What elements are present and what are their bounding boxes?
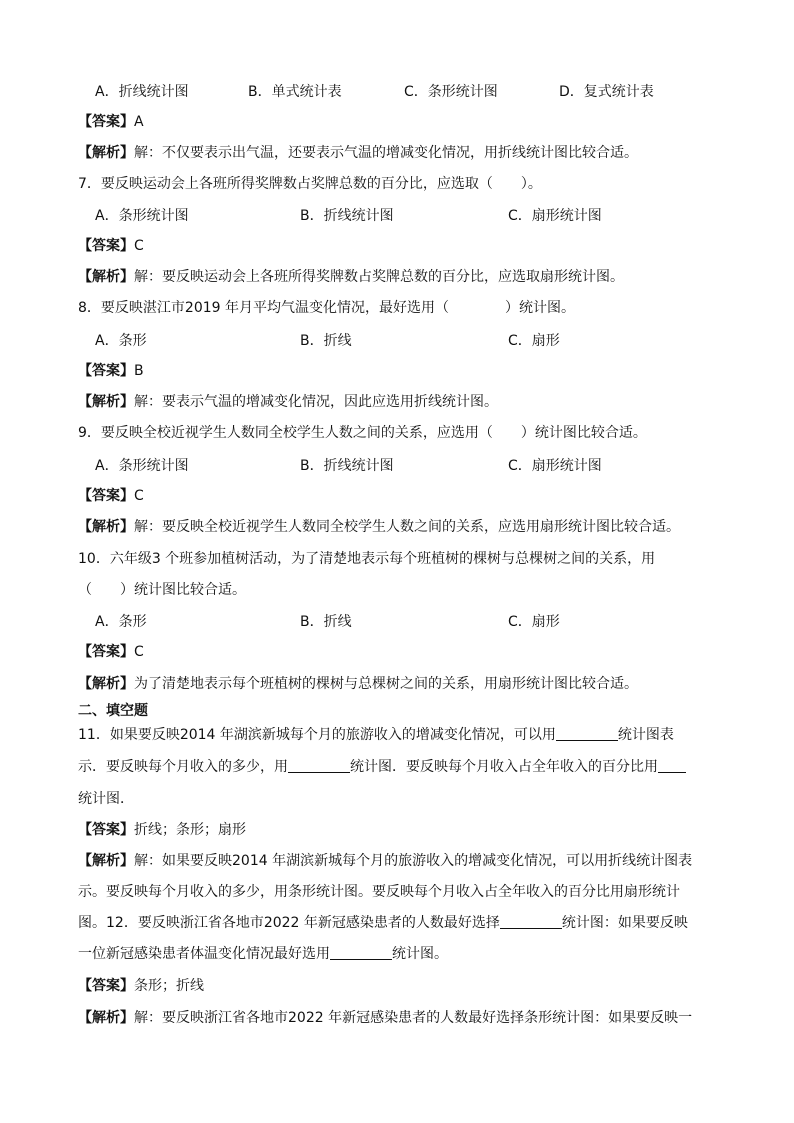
section-heading: 二、填空题 [78, 703, 148, 719]
analysis-tag: 【解析】 [78, 269, 134, 285]
q8-stem: 8．要反映湛江市2019 年月平均气温变化情况，最好选用（ ）统计图。 [78, 300, 575, 316]
q8-analysis [78, 392, 718, 412]
q7-stem: 7．要反映运动会上各班所得奖牌数占奖牌总数的百分比，应选取（ ）。 [78, 176, 542, 192]
answer-tag: 【答案】 [78, 978, 134, 994]
analysis-tag: 【解析】 [78, 145, 134, 161]
answer-tag: 【答案】 [78, 238, 134, 254]
q11-stem-text: 示．要反映每个月收入的多少，用 [78, 759, 288, 775]
q7-answer [78, 236, 718, 256]
q11-stem-text: 11．如果要反映2014 年湖滨新城每个月的旅游收入的增减变化情况，可以用 [78, 727, 556, 743]
analysis-text: 解：如果要反映2014 年湖滨新城每个月的旅游收入的增减变化情况，可以用折线统计图表 [134, 853, 693, 869]
q12-analysis [78, 1008, 718, 1028]
q10-option-b: B．折线 [300, 614, 352, 630]
answer-tag: 【答案】 [78, 363, 134, 379]
analysis-tag: 【解析】 [78, 394, 134, 410]
q7-option-a: A．条形统计图 [95, 208, 189, 224]
analysis-text: 解：要反映运动会上各班所得奖牌数占奖牌总数的百分比，应选取扇形统计图。 [134, 269, 624, 285]
analysis-tag: 【解析】 [78, 853, 134, 869]
answer-text: B [134, 363, 144, 379]
fill-blank [658, 758, 686, 773]
answer-text: C [134, 644, 144, 660]
q10-answer [78, 642, 718, 662]
q9-answer [78, 486, 718, 506]
analysis-text: 为了清楚地表示每个班植树的棵树与总棵树之间的关系，用扇形统计图比较合适。 [134, 676, 638, 692]
q6-answer [78, 112, 718, 132]
q8-answer [78, 361, 718, 381]
analysis-text: 解：要反映全校近视学生人数同全校学生人数之间的关系，应选用扇形统计图比较合适。 [134, 519, 680, 535]
q11-stem-line1 [78, 725, 718, 745]
answer-tag: 【答案】 [78, 114, 134, 130]
analysis-text: 解：不仅要表示出气温，还要表示气温的增减变化情况，用折线统计图比较合适。 [134, 145, 638, 161]
q11-stem-text: 统计图．要反映每个月收入占全年收入的百分比用 [350, 759, 658, 775]
q9-option-b: B．折线统计图 [300, 458, 394, 474]
fill-blank [500, 914, 562, 929]
analysis-tag: 【解析】 [78, 1010, 134, 1026]
q11-stem-line3: 统计图． [78, 791, 134, 807]
q9-option-c: C．扇形统计图 [508, 458, 602, 474]
analysis-text: 解：要表示气温的增减变化情况，因此应选用折线统计图。 [134, 394, 498, 410]
q11-analysis-line3 [78, 913, 718, 933]
q10-option-a: A．条形 [95, 614, 147, 630]
q8-option-c: C．扇形 [508, 333, 560, 349]
fill-blank [288, 758, 350, 773]
q8-option-b: B．折线 [300, 333, 352, 349]
answer-text: A [134, 114, 144, 130]
analysis-text: 统计图：如果要反映 [561, 915, 688, 931]
answer-tag: 【答案】 [78, 822, 134, 838]
q10-stem-line1: 10．六年级3 个班参加植树活动，为了清楚地表示每个班植树的棵树与总棵树之间的关系，用 [78, 551, 656, 567]
answer-tag: 【答案】 [78, 488, 134, 504]
q11-analysis-line4 [78, 944, 718, 964]
analysis-text: 统计图。 [392, 946, 448, 962]
analysis-text: 图。12．要反映浙江省各地市2022 年新冠感染患者的人数最好选择 [78, 915, 500, 931]
analysis-text: 一位新冠感染患者体温变化情况最好选用 [78, 946, 330, 962]
q11-analysis-line1 [78, 851, 718, 871]
q6-option-b: B．单式统计表 [248, 84, 342, 100]
q6-option-c: C．条形统计图 [404, 84, 498, 100]
q9-option-a: A．条形统计图 [95, 458, 189, 474]
q11-stem-line2 [78, 757, 718, 777]
q11-analysis-line2: 示。要反映每个月收入的多少，用条形统计图。要反映每个月收入占全年收入的百分比用扇形统计 [78, 884, 680, 900]
q10-stem-line2: （ ）统计图比较合适。 [78, 582, 246, 598]
q7-analysis [78, 267, 718, 287]
q8-option-a: A．条形 [95, 333, 147, 349]
answer-text: 折线；条形；扇形 [134, 822, 246, 838]
q12-answer [78, 976, 718, 996]
answer-text: 条形；折线 [134, 978, 204, 994]
q10-option-c: C．扇形 [508, 614, 560, 630]
q6-analysis [78, 143, 718, 163]
analysis-text: 解：要反映浙江省各地市2022 年新冠感染患者的人数最好选择条形统计图：如果要反映一 [134, 1010, 693, 1026]
q6-option-a: A．折线统计图 [95, 84, 189, 100]
answer-text: C [134, 238, 144, 254]
analysis-tag: 【解析】 [78, 676, 134, 692]
analysis-tag: 【解析】 [78, 519, 134, 535]
q9-analysis [78, 517, 718, 537]
q9-stem: 9．要反映全校近视学生人数同全校学生人数之间的关系，应选用（ ）统计图比较合适。 [78, 425, 647, 441]
q7-option-b: B．折线统计图 [300, 208, 394, 224]
q10-analysis [78, 674, 718, 694]
q6-option-d: D．复式统计表 [559, 84, 654, 100]
q7-option-c: C．扇形统计图 [508, 208, 602, 224]
fill-blank [556, 726, 618, 741]
q11-answer [78, 820, 718, 840]
answer-text: C [134, 488, 144, 504]
fill-blank [330, 945, 392, 960]
answer-tag: 【答案】 [78, 644, 134, 660]
q11-stem-text: 统计图表 [617, 727, 674, 743]
